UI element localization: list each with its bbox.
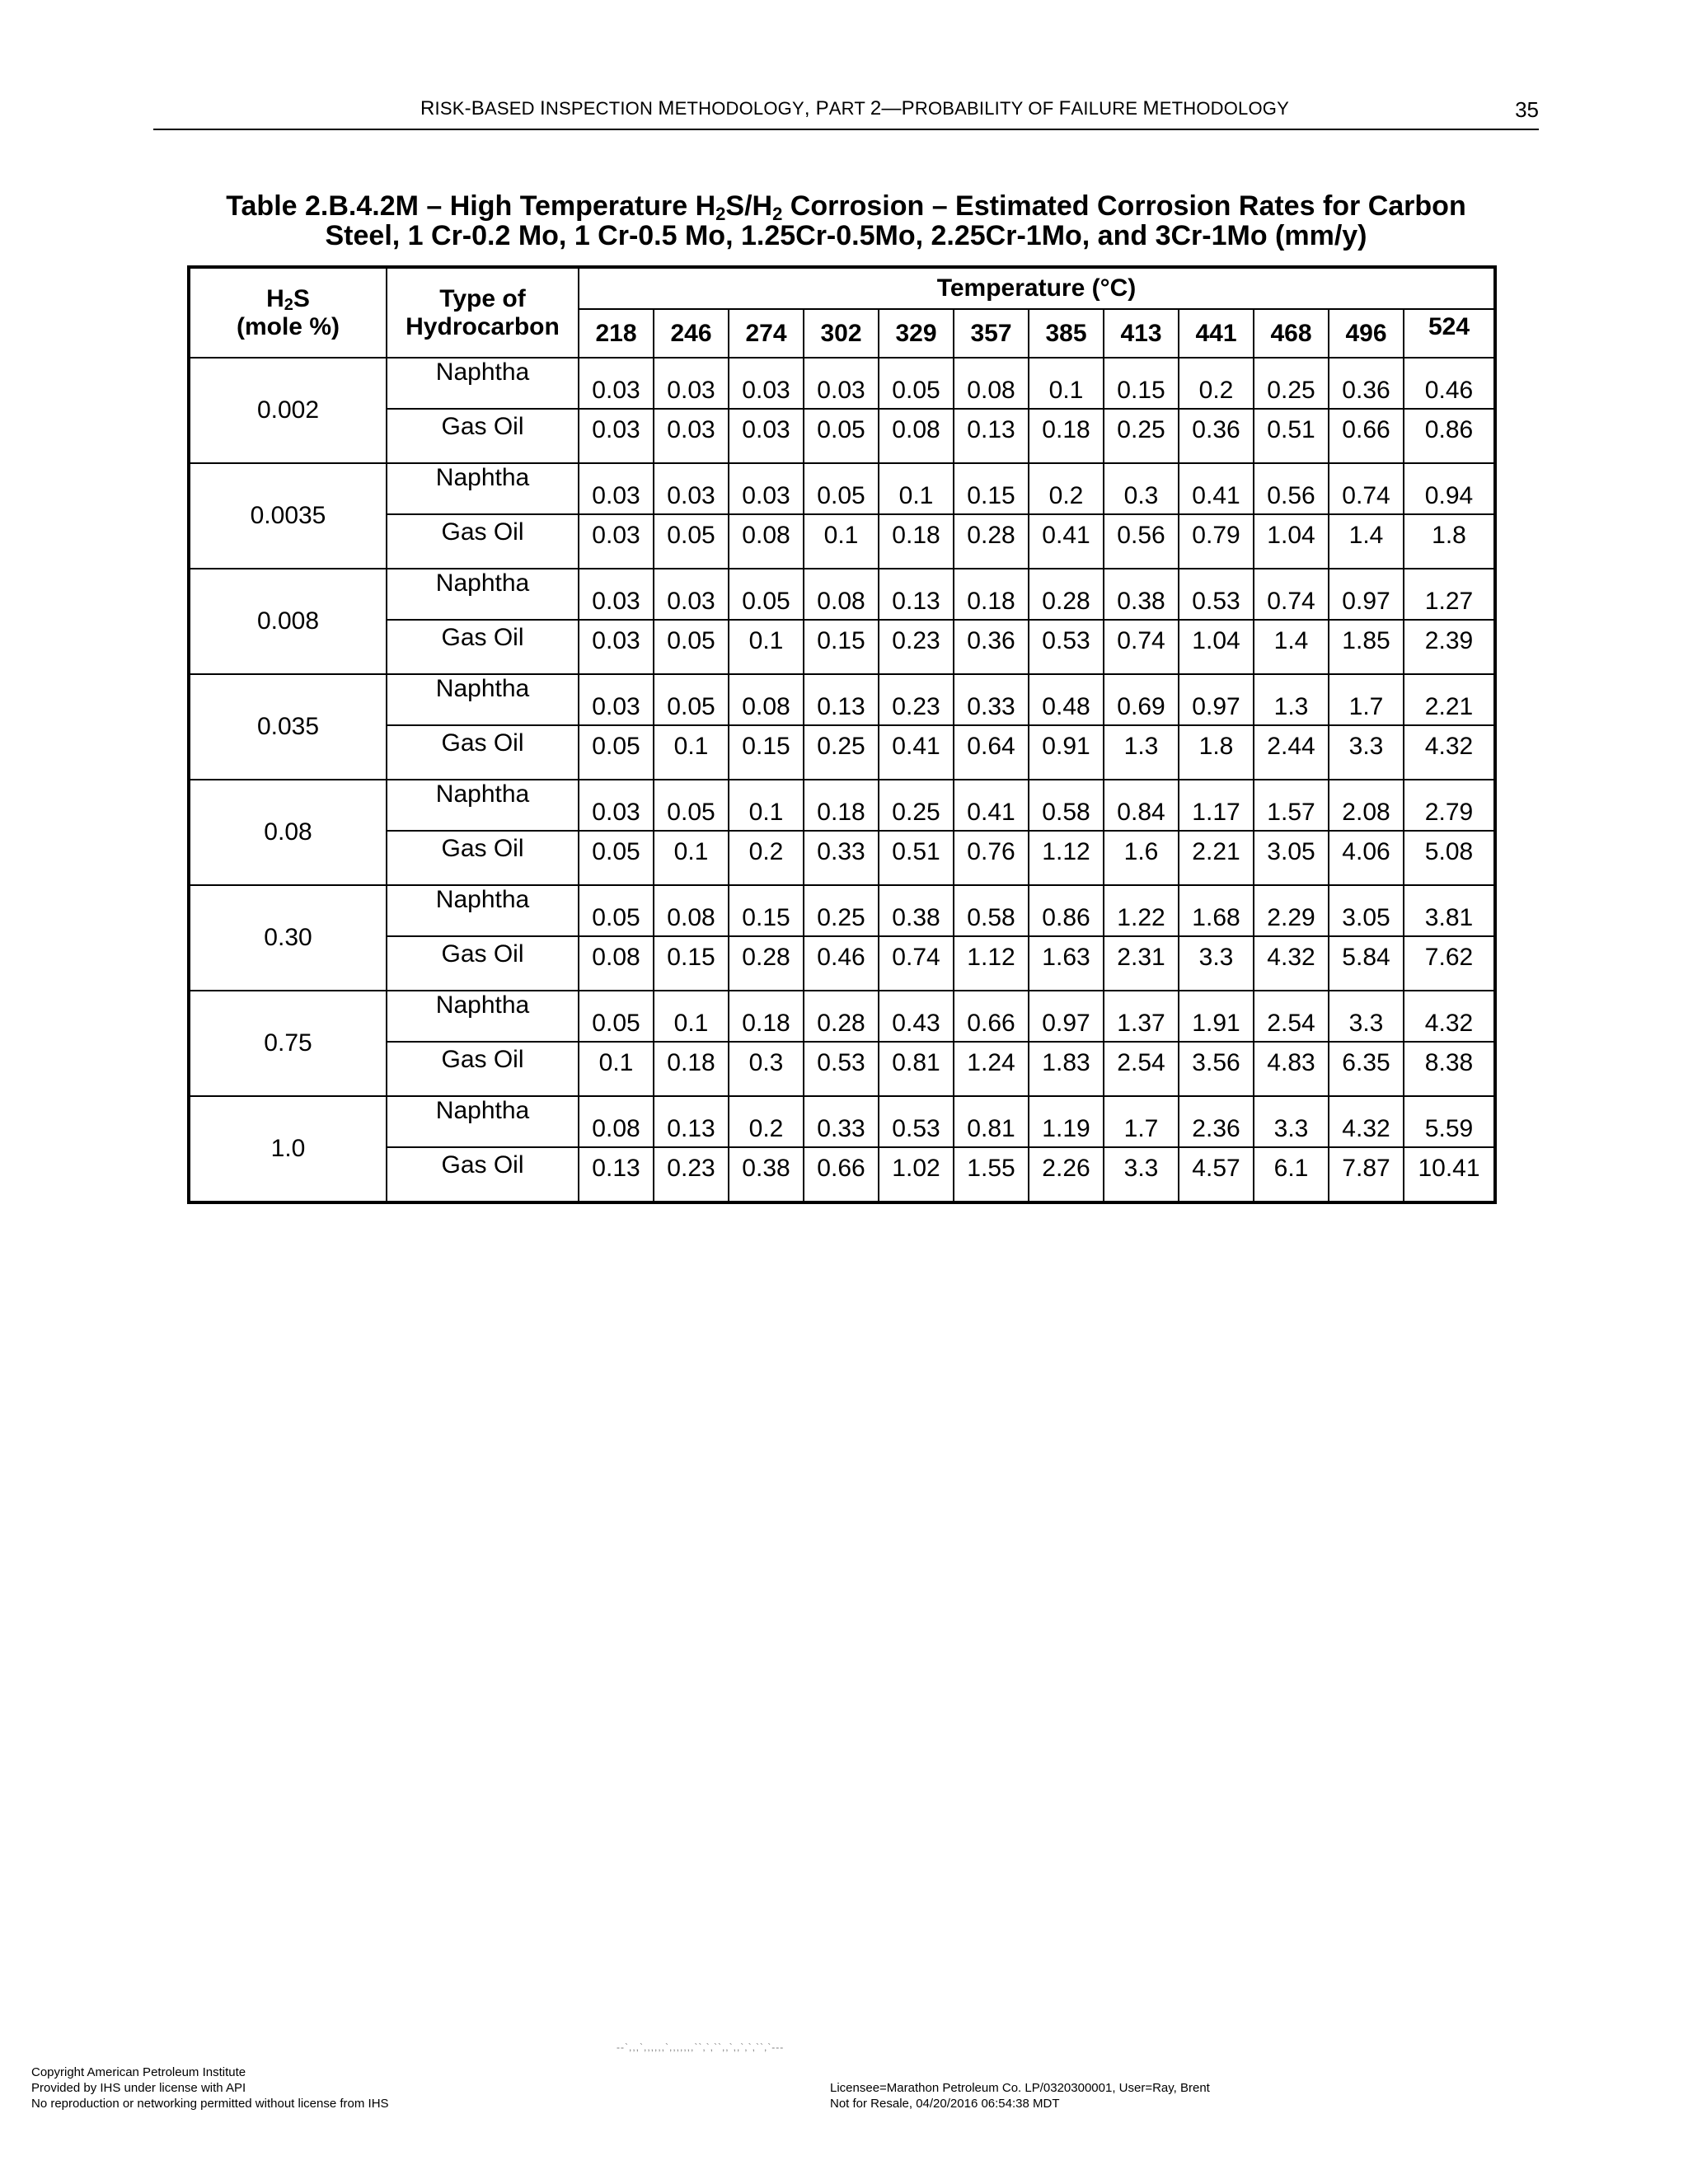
rate-cell: 1.6 [1104, 831, 1179, 885]
table-row [189, 674, 1495, 725]
rate-cell: 0.23 [879, 620, 954, 674]
rate-cell: 0.08 [579, 936, 654, 991]
rate-cell: 0.33 [804, 1096, 879, 1147]
rate-cell: 4.83 [1254, 1042, 1329, 1096]
rate-cell: 4.32 [1254, 936, 1329, 991]
rate-cell: 0.46 [804, 936, 879, 991]
rate-cell: 0.41 [954, 780, 1029, 831]
rate-cell: 1.17 [1179, 780, 1254, 831]
header-title-part: ART [828, 98, 870, 119]
rate-cell: 0.53 [1179, 569, 1254, 620]
type-header-line: Hydrocarbon [406, 312, 560, 340]
rate-cell: 0.97 [1329, 569, 1404, 620]
temperature-cell: 274 [729, 309, 804, 358]
rate-cell: 0.74 [1254, 569, 1329, 620]
hydrocarbon-type-cell: Naphtha [387, 463, 579, 514]
rate-cell: 0.46 [1404, 358, 1495, 409]
rate-cell: 0.1 [654, 725, 729, 780]
rate-cell: 0.53 [804, 1042, 879, 1096]
rate-cell: 1.83 [1029, 1042, 1104, 1096]
rate-cell: 0.05 [729, 569, 804, 620]
rate-cell: 0.23 [879, 674, 954, 725]
rate-cell: 0.41 [1179, 463, 1254, 514]
hydrocarbon-type-cell: Naphtha [387, 780, 579, 831]
rate-cell: 2.21 [1179, 831, 1254, 885]
table-row [189, 885, 1495, 936]
rate-cell: 1.85 [1329, 620, 1404, 674]
rate-cell: 0.15 [1104, 358, 1179, 409]
rate-cell: 0.15 [654, 936, 729, 991]
header-title-part: ETHODOLOGY [1159, 98, 1289, 119]
temperature-cell: 302 [804, 309, 879, 358]
temperature-cell: 329 [879, 309, 954, 358]
type-header-line: Type of [439, 284, 526, 312]
table-row [189, 463, 1495, 514]
table-row [189, 1096, 1495, 1147]
rate-cell: 2.44 [1254, 725, 1329, 780]
temperature-cell: 246 [654, 309, 729, 358]
rate-cell: 0.08 [579, 1096, 654, 1147]
rate-cell: 0.05 [579, 725, 654, 780]
h2s-value-cell: 0.0035 [189, 463, 387, 569]
rate-cell: 0.18 [879, 514, 954, 569]
h2s-header-subscript: 2 [284, 295, 293, 314]
header-title-part: , P [804, 97, 829, 120]
table-row [189, 780, 1495, 831]
hydrocarbon-type-cell: Gas Oil [387, 725, 579, 780]
rate-cell: 0.74 [1104, 620, 1179, 674]
header-title-part: ASED [485, 98, 541, 119]
rate-cell: 10.41 [1404, 1147, 1495, 1202]
rate-cell: 0.76 [954, 831, 1029, 885]
header-title-part: AILURE [1071, 98, 1143, 119]
temperature-cell: 441 [1179, 309, 1254, 358]
h2s-value-cell: 0.002 [189, 358, 387, 463]
header-title-part: NSPECTION [545, 98, 659, 119]
rate-cell: 2.79 [1404, 780, 1495, 831]
caption-subscript: 2 [772, 204, 783, 224]
rate-cell: 0.08 [879, 409, 954, 463]
rate-cell: 0.33 [954, 674, 1029, 725]
rate-cell: 0.97 [1179, 674, 1254, 725]
rate-cell: 1.68 [1179, 885, 1254, 936]
rate-cell: 1.37 [1104, 991, 1179, 1042]
rate-cell: 2.08 [1329, 780, 1404, 831]
rate-cell: 1.4 [1329, 514, 1404, 569]
header-title-part: F [1058, 97, 1071, 120]
rate-cell: 0.18 [729, 991, 804, 1042]
rate-cell: 2.26 [1029, 1147, 1104, 1202]
temperature-cell: 385 [1029, 309, 1104, 358]
rate-cell: 0.1 [804, 514, 879, 569]
header-title-part: 2—P [870, 97, 915, 120]
h2s-header-text: S [293, 284, 310, 312]
rate-cell: 4.32 [1404, 725, 1495, 780]
rate-cell: 0.41 [1029, 514, 1104, 569]
header-title-part: ISK [434, 98, 465, 119]
rate-cell: 1.12 [1029, 831, 1104, 885]
hydrocarbon-type-cell: Gas Oil [387, 1042, 579, 1096]
rate-cell: 0.84 [1104, 780, 1179, 831]
rate-cell: 0.97 [1029, 991, 1104, 1042]
rate-cell: 4.32 [1329, 1096, 1404, 1147]
rate-cell: 2.54 [1254, 991, 1329, 1042]
rate-cell: 0.38 [729, 1147, 804, 1202]
rate-cell: 0.13 [879, 569, 954, 620]
hydrocarbon-type-cell: Gas Oil [387, 1147, 579, 1202]
rate-cell: 2.36 [1179, 1096, 1254, 1147]
rate-cell: 0.28 [729, 936, 804, 991]
rate-cell: 0.13 [579, 1147, 654, 1202]
rate-cell: 1.3 [1254, 674, 1329, 725]
rate-cell: 0.03 [654, 409, 729, 463]
h2s-value-cell: 0.008 [189, 569, 387, 674]
temperature-cell: 524 [1404, 309, 1495, 358]
rate-cell: 0.74 [879, 936, 954, 991]
rate-cell: 0.1 [654, 831, 729, 885]
rate-cell: 2.39 [1404, 620, 1495, 674]
rate-cell: 5.59 [1404, 1096, 1495, 1147]
rate-cell: 0.1 [579, 1042, 654, 1096]
rate-cell: 0.05 [654, 514, 729, 569]
rate-cell: 0.03 [579, 620, 654, 674]
rate-cell: 1.63 [1029, 936, 1104, 991]
rate-cell: 7.62 [1404, 936, 1495, 991]
rate-cell: 0.08 [729, 514, 804, 569]
rate-cell: 0.53 [1029, 620, 1104, 674]
rate-cell: 0.86 [1404, 409, 1495, 463]
rate-cell: 0.15 [729, 725, 804, 780]
hydrocarbon-type-cell: Naphtha [387, 569, 579, 620]
rate-cell: 0.1 [729, 620, 804, 674]
header-title-part: M [658, 97, 675, 120]
rate-cell: 0.94 [1404, 463, 1495, 514]
table-body [189, 358, 1495, 1202]
rate-cell: 0.1 [1029, 358, 1104, 409]
rate-cell: 0.25 [804, 725, 879, 780]
rate-cell: 0.81 [954, 1096, 1029, 1147]
rate-cell: 0.18 [1029, 409, 1104, 463]
footer-line: Licensee=Marathon Petroleum Co. LP/0320300001, User=Ray, Brent [830, 2081, 1210, 2095]
rate-cell: 0.51 [1254, 409, 1329, 463]
h2s-value-cell: 0.035 [189, 674, 387, 780]
hydrocarbon-type-cell: Naphtha [387, 1096, 579, 1147]
rate-cell: 0.38 [1104, 569, 1179, 620]
temperature-cell: 357 [954, 309, 1029, 358]
rate-cell: 3.05 [1254, 831, 1329, 885]
rate-cell: 0.28 [954, 514, 1029, 569]
temperature-cell: 468 [1254, 309, 1329, 358]
temperature-cell: 496 [1329, 309, 1404, 358]
rate-cell: 4.57 [1179, 1147, 1254, 1202]
rate-cell: 0.3 [729, 1042, 804, 1096]
rate-cell: 1.8 [1404, 514, 1495, 569]
h2s-header-unit: (mole %) [236, 312, 340, 340]
h2s-value-cell: 0.30 [189, 885, 387, 991]
rate-cell: 0.05 [654, 674, 729, 725]
rate-cell: 0.66 [804, 1147, 879, 1202]
header-title-part: ROBABILITY OF [914, 98, 1059, 119]
rate-cell: 0.51 [879, 831, 954, 885]
rate-cell: 0.81 [879, 1042, 954, 1096]
rate-cell: 0.15 [729, 885, 804, 936]
hydrocarbon-type-cell: Gas Oil [387, 514, 579, 569]
rate-cell: 0.05 [579, 991, 654, 1042]
rate-cell: 0.18 [804, 780, 879, 831]
rate-cell: 0.25 [1104, 409, 1179, 463]
rate-cell: 0.36 [954, 620, 1029, 674]
caption-text: Corrosion – Estimated Corrosion Rates for Carbon [782, 190, 1466, 222]
header-title-part: I [540, 97, 546, 120]
rate-cell: 2.21 [1404, 674, 1495, 725]
rate-cell: 1.55 [954, 1147, 1029, 1202]
rate-cell: 3.81 [1404, 885, 1495, 936]
rate-cell: 0.58 [1029, 780, 1104, 831]
rate-cell: 0.66 [1329, 409, 1404, 463]
rate-cell: 0.05 [579, 885, 654, 936]
rate-cell: 0.56 [1104, 514, 1179, 569]
rate-cell: 0.25 [804, 885, 879, 936]
rate-cell: 0.25 [879, 780, 954, 831]
rate-cell: 0.43 [879, 991, 954, 1042]
rate-cell: 0.08 [654, 885, 729, 936]
hydrocarbon-type-cell: Gas Oil [387, 409, 579, 463]
rate-cell: 0.03 [729, 358, 804, 409]
caption-line-2: Steel, 1 Cr-0.2 Mo, 1 Cr-0.5 Mo, 1.25Cr-0.5Mo, 2.25Cr-1Mo, and 3Cr-1Mo (mm/y) [325, 220, 1367, 251]
temperature-cell: 218 [579, 309, 654, 358]
rate-cell: 0.41 [879, 725, 954, 780]
rate-cell: 3.3 [1329, 991, 1404, 1042]
hydrocarbon-type-cell: Naphtha [387, 885, 579, 936]
hydrocarbon-type-cell: Naphtha [387, 358, 579, 409]
rate-cell: 0.13 [804, 674, 879, 725]
rate-cell: 1.02 [879, 1147, 954, 1202]
rate-cell: 0.1 [729, 780, 804, 831]
rate-cell: 0.36 [1179, 409, 1254, 463]
rate-cell: 5.84 [1329, 936, 1404, 991]
header-title-part: ETHODOLOGY [674, 98, 804, 119]
rate-cell: 7.87 [1329, 1147, 1404, 1202]
rate-cell: 0.18 [654, 1042, 729, 1096]
table-row [189, 569, 1495, 620]
rate-cell: 0.18 [954, 569, 1029, 620]
rate-cell: 0.15 [954, 463, 1029, 514]
rate-cell: 1.22 [1104, 885, 1179, 936]
watermark-mark: --`,,,`,,,,,,`,,,,,,,``,`,``,,`,,`,`,``,`--- [617, 2041, 785, 2053]
rate-cell: 1.7 [1104, 1096, 1179, 1147]
rate-cell: 1.19 [1029, 1096, 1104, 1147]
rate-cell: 0.28 [804, 991, 879, 1042]
rate-cell: 2.31 [1104, 936, 1179, 991]
rate-cell: 0.03 [729, 409, 804, 463]
rate-cell: 8.38 [1404, 1042, 1495, 1096]
footer-line: Provided by IHS under license with API [31, 2081, 246, 2095]
hydrocarbon-type-cell: Gas Oil [387, 620, 579, 674]
rate-cell: 0.03 [654, 569, 729, 620]
rate-cell: 3.56 [1179, 1042, 1254, 1096]
rate-cell: 0.03 [579, 514, 654, 569]
rate-cell: 4.06 [1329, 831, 1404, 885]
hydrocarbon-column-header [387, 267, 579, 358]
rate-cell: 0.03 [579, 409, 654, 463]
rate-cell: 0.05 [879, 358, 954, 409]
rate-cell: 6.35 [1329, 1042, 1404, 1096]
caption-text: S/H [725, 190, 773, 222]
rate-cell: 3.3 [1254, 1096, 1329, 1147]
hydrocarbon-type-cell: Naphtha [387, 674, 579, 725]
rate-cell: 0.05 [654, 780, 729, 831]
rate-cell: 0.36 [1329, 358, 1404, 409]
corrosion-rate-table [187, 265, 1497, 1204]
rate-cell: 0.69 [1104, 674, 1179, 725]
rate-cell: 0.03 [729, 463, 804, 514]
rate-cell: 1.57 [1254, 780, 1329, 831]
rate-cell: 0.23 [654, 1147, 729, 1202]
rate-cell: 0.05 [804, 409, 879, 463]
rate-cell: 1.04 [1179, 620, 1254, 674]
rate-cell: 2.54 [1104, 1042, 1179, 1096]
rate-cell: 0.48 [1029, 674, 1104, 725]
rate-cell: 1.04 [1254, 514, 1329, 569]
rate-cell: 0.2 [729, 831, 804, 885]
rate-cell: 0.28 [1029, 569, 1104, 620]
table-row [189, 358, 1495, 409]
rate-cell: 0.79 [1179, 514, 1254, 569]
rate-cell: 0.03 [654, 463, 729, 514]
rate-cell: 0.2 [729, 1096, 804, 1147]
rate-cell: 0.66 [954, 991, 1029, 1042]
rate-cell: 1.24 [954, 1042, 1029, 1096]
rate-cell: 0.33 [804, 831, 879, 885]
rate-cell: 1.4 [1254, 620, 1329, 674]
rate-cell: 0.03 [579, 780, 654, 831]
rate-cell: 0.08 [804, 569, 879, 620]
rate-cell: 0.05 [804, 463, 879, 514]
rate-cell: 1.3 [1104, 725, 1179, 780]
rate-cell: 0.03 [654, 358, 729, 409]
rate-cell: 0.1 [654, 991, 729, 1042]
rate-cell: 5.08 [1404, 831, 1495, 885]
rate-cell: 0.56 [1254, 463, 1329, 514]
table-row [189, 991, 1495, 1042]
running-header-title [420, 97, 1289, 120]
footer-line: No reproduction or networking permitted without license from IHS [31, 2097, 389, 2111]
footer-line: Copyright American Petroleum Institute [31, 2065, 246, 2079]
h2s-header-text: H [266, 284, 284, 312]
rate-cell: 2.29 [1254, 885, 1329, 936]
rate-cell: 0.91 [1029, 725, 1104, 780]
rate-cell: 0.15 [804, 620, 879, 674]
rate-cell: 0.1 [879, 463, 954, 514]
temperature-cell: 413 [1104, 309, 1179, 358]
rate-cell: 0.2 [1029, 463, 1104, 514]
rate-cell: 0.2 [1179, 358, 1254, 409]
rate-cell: 0.38 [879, 885, 954, 936]
rate-cell: 0.03 [579, 463, 654, 514]
rate-cell: 6.1 [1254, 1147, 1329, 1202]
rate-cell: 3.05 [1329, 885, 1404, 936]
temperature-header: Temperature (°C) [579, 267, 1495, 309]
table-caption [153, 191, 1539, 251]
footer-copyright [31, 2064, 389, 2111]
rate-cell: 4.32 [1404, 991, 1495, 1042]
h2s-value-cell: 1.0 [189, 1096, 387, 1202]
rate-cell: 0.03 [579, 358, 654, 409]
header-title-part: M [1142, 97, 1160, 120]
rate-cell: 0.03 [579, 569, 654, 620]
caption-subscript: 2 [715, 204, 726, 224]
rate-cell: 0.13 [654, 1096, 729, 1147]
rate-cell: 0.03 [804, 358, 879, 409]
hydrocarbon-type-cell: Gas Oil [387, 936, 579, 991]
rate-cell: 0.74 [1329, 463, 1404, 514]
rate-cell: 3.3 [1329, 725, 1404, 780]
footer-line: Not for Resale, 04/20/2016 06:54:38 MDT [830, 2097, 1060, 2111]
header-title-part: -B [464, 97, 485, 120]
rate-cell: 0.03 [579, 674, 654, 725]
rate-cell: 3.3 [1104, 1147, 1179, 1202]
rate-cell: 0.08 [729, 674, 804, 725]
rate-cell: 1.7 [1329, 674, 1404, 725]
rate-cell: 0.13 [954, 409, 1029, 463]
rate-cell: 1.8 [1179, 725, 1254, 780]
rate-cell: 0.53 [879, 1096, 954, 1147]
rate-cell: 0.86 [1029, 885, 1104, 936]
h2s-column-header [189, 267, 387, 358]
rate-cell: 0.58 [954, 885, 1029, 936]
footer-license [830, 2080, 1210, 2111]
rate-cell: 0.05 [654, 620, 729, 674]
rate-cell: 1.91 [1179, 991, 1254, 1042]
h2s-value-cell: 0.08 [189, 780, 387, 885]
rate-cell: 0.08 [954, 358, 1029, 409]
h2s-value-cell: 0.75 [189, 991, 387, 1096]
rate-cell: 3.3 [1179, 936, 1254, 991]
caption-text: Table 2.B.4.2M – High Temperature H [226, 190, 716, 222]
header-title-part: R [420, 97, 435, 120]
running-header [153, 97, 1539, 130]
rate-cell: 0.05 [579, 831, 654, 885]
rate-cell: 1.12 [954, 936, 1029, 991]
hydrocarbon-type-cell: Gas Oil [387, 831, 579, 885]
rate-cell: 0.64 [954, 725, 1029, 780]
hydrocarbon-type-cell: Naphtha [387, 991, 579, 1042]
page-number: 35 [1515, 97, 1539, 122]
caption-line-1 [153, 190, 1539, 224]
rate-cell: 0.25 [1254, 358, 1329, 409]
rate-cell: 1.27 [1404, 569, 1495, 620]
rate-cell: 0.3 [1104, 463, 1179, 514]
